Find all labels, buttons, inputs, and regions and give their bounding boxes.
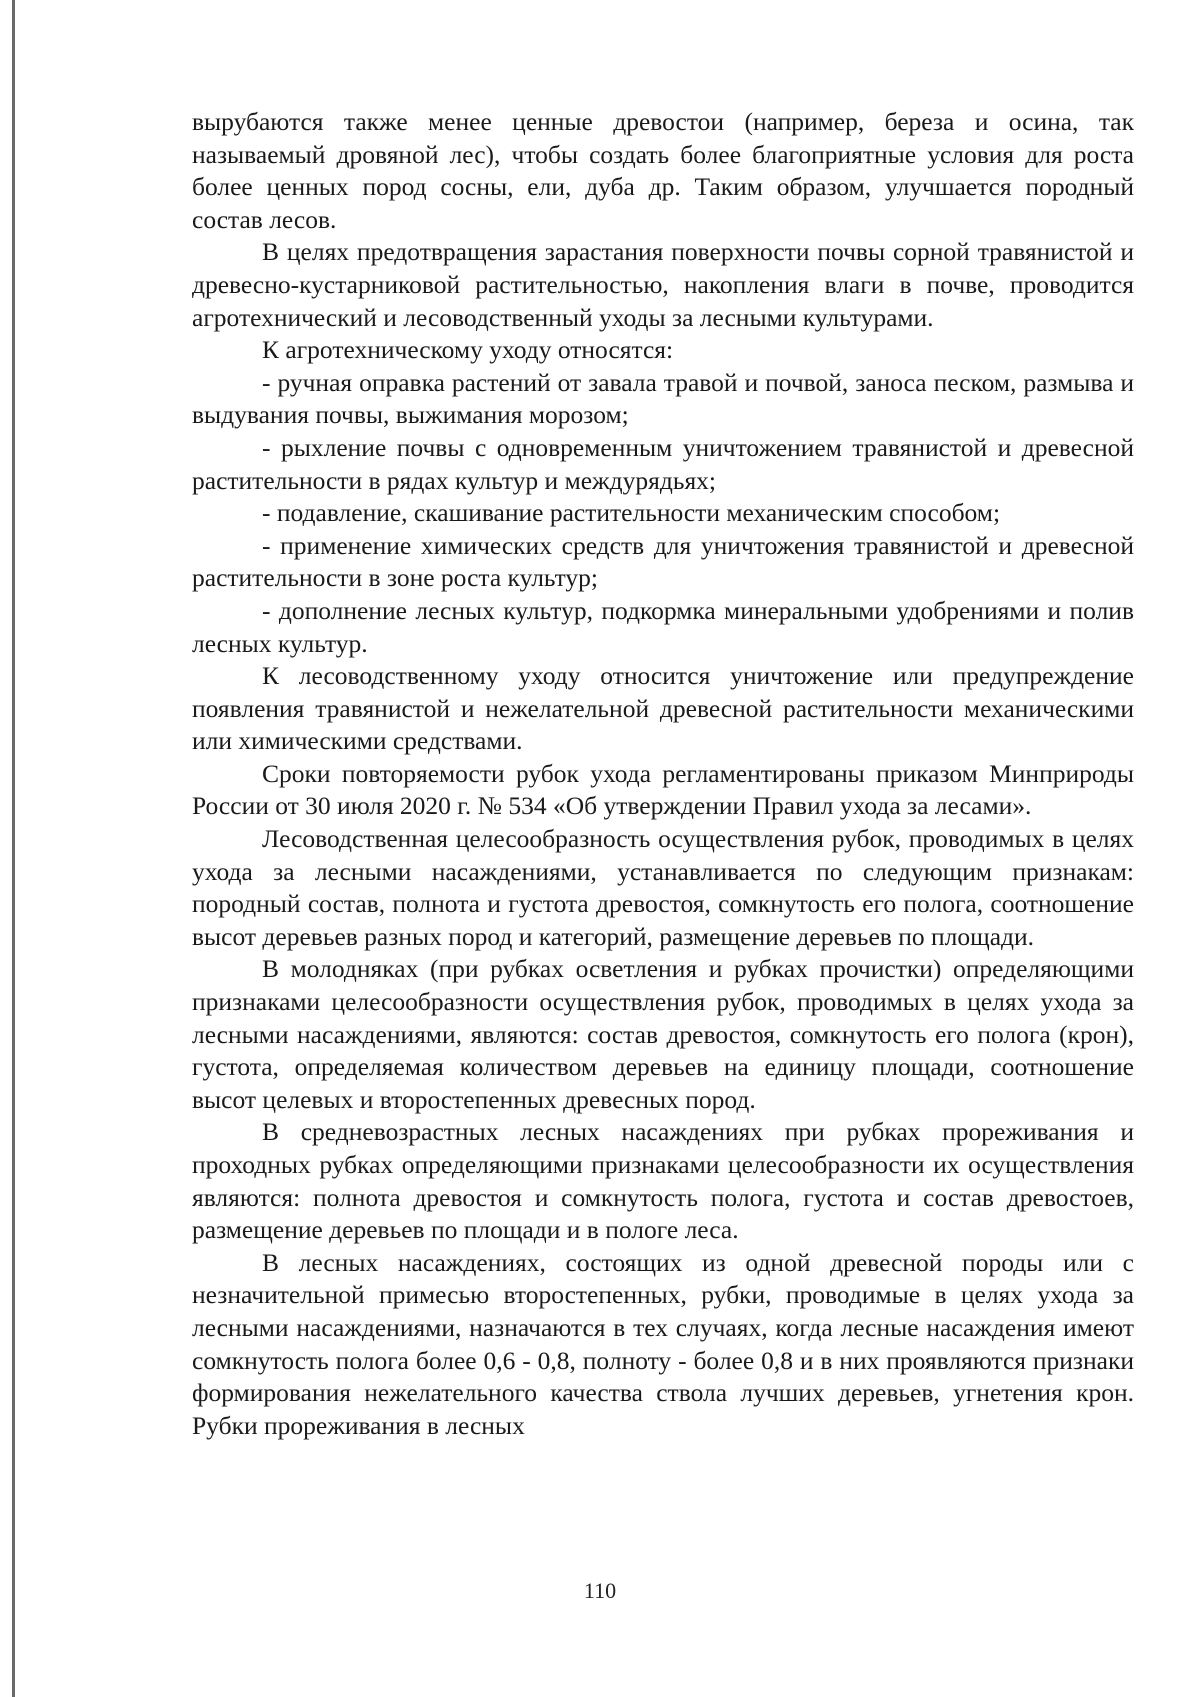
list-item-supplement: - дополнение лесных культур, подкормка минеральными удобрениями и полив лесных культур. xyxy=(192,595,1134,658)
paragraph-middle-aged-stands: В средневозрастных лесных насаждениях при рубках прореживания и проходных рубках определяющими признаками целесообразности их осуществления являются: полнота древостоя и сомкнутость полога, густота и состав древостоев, размещение деревьев по площади и в пологе леса. xyxy=(192,1117,1134,1245)
paragraph-young-stands: В молодняках (при рубках осветления и рубках прочистки) определяющими признаками целесообразности осуществления рубок, проводимых в целях ухода за лесными насаждениями, являются: состав древостоя, сомкнутость его полога (крон), густота, определяемая количеством деревьев на единицу площади, соотношение высот целевых и второстепенных древесных пород. xyxy=(192,954,1134,1114)
list-item-mowing: - подавление, скашивание растительности механическим способом; xyxy=(262,498,1001,528)
page-edge-line xyxy=(12,0,15,1697)
paragraph-continuation: вырубаются также менее ценные древостои (например, береза и осина, так называемый дровяной лес), чтобы создать более благоприятные условия для роста более ценных пород сосны, ели, дуба др. Таким образом, улучшается породный состав лесов. xyxy=(192,107,1134,234)
list-item-chemicals: - применение химических средств для уничтожения травянистой и древесной растительности в зоне роста культур; xyxy=(192,530,1134,593)
list-item-loosening: - рыхление почвы с одновременным уничтожением травянистой и древесной растительности в рядах культур и междурядьях; xyxy=(192,432,1134,495)
paragraph-single-species-stands: В лесных насаждениях, состоящих из одной древесной породы или с незначительной примесью второстепенных, рубки, проводимые в целях ухода за лесными насаждениями, назначаются в тех случаях, когда лесные насаждения имеют сомкнутость полога более 0,6 - 0,8, полноту - более 0,8 и в них проявляются признаки формирования нежелательного качества ствола лучших деревьев, угнетения крон. Рубки прореживания в лесных xyxy=(192,1247,1134,1440)
document-body xyxy=(192,106,1134,1442)
page-number: 110 xyxy=(583,1578,617,1603)
paragraph-expediency: Лесоводственная целесообразность осуществления рубок, проводимых в целях ухода за лесными насаждениями, устанавливается по следующим признакам: породный состав, полнота и густота древостоя, сомкнутость его полога, соотношение высот деревьев разных пород и категорий, размещение деревьев по площади. xyxy=(192,824,1134,951)
paragraph-regulation: Сроки повторяемости рубок ухода регламентированы приказом Минприроды России от 30 июля 2020 г. № 534 «Об утверждении Правил ухода за лесами». xyxy=(192,758,1134,821)
list-item-manual-care: - ручная оправка растений от завала травой и почвой, заноса песком, размыва и выдувания почвы, выжимания морозом; xyxy=(192,367,1134,430)
paragraph-agrotech-purpose: В целях предотвращения зарастания поверхности почвы сорной травянистой и древесно-кустарниковой растительностью, накопления влаги в почве, проводится агротехнический и лесоводственный уходы за лесными культурами. xyxy=(192,237,1134,332)
paragraph-agrotech-heading: К агротехническому уходу относятся: xyxy=(262,335,674,365)
paragraph-silvicultural-care: К лесоводственному уходу относится уничтожение или предупреждение появления травянистой и нежелательной древесной растительности механическими или химическими средствами. xyxy=(192,661,1134,756)
